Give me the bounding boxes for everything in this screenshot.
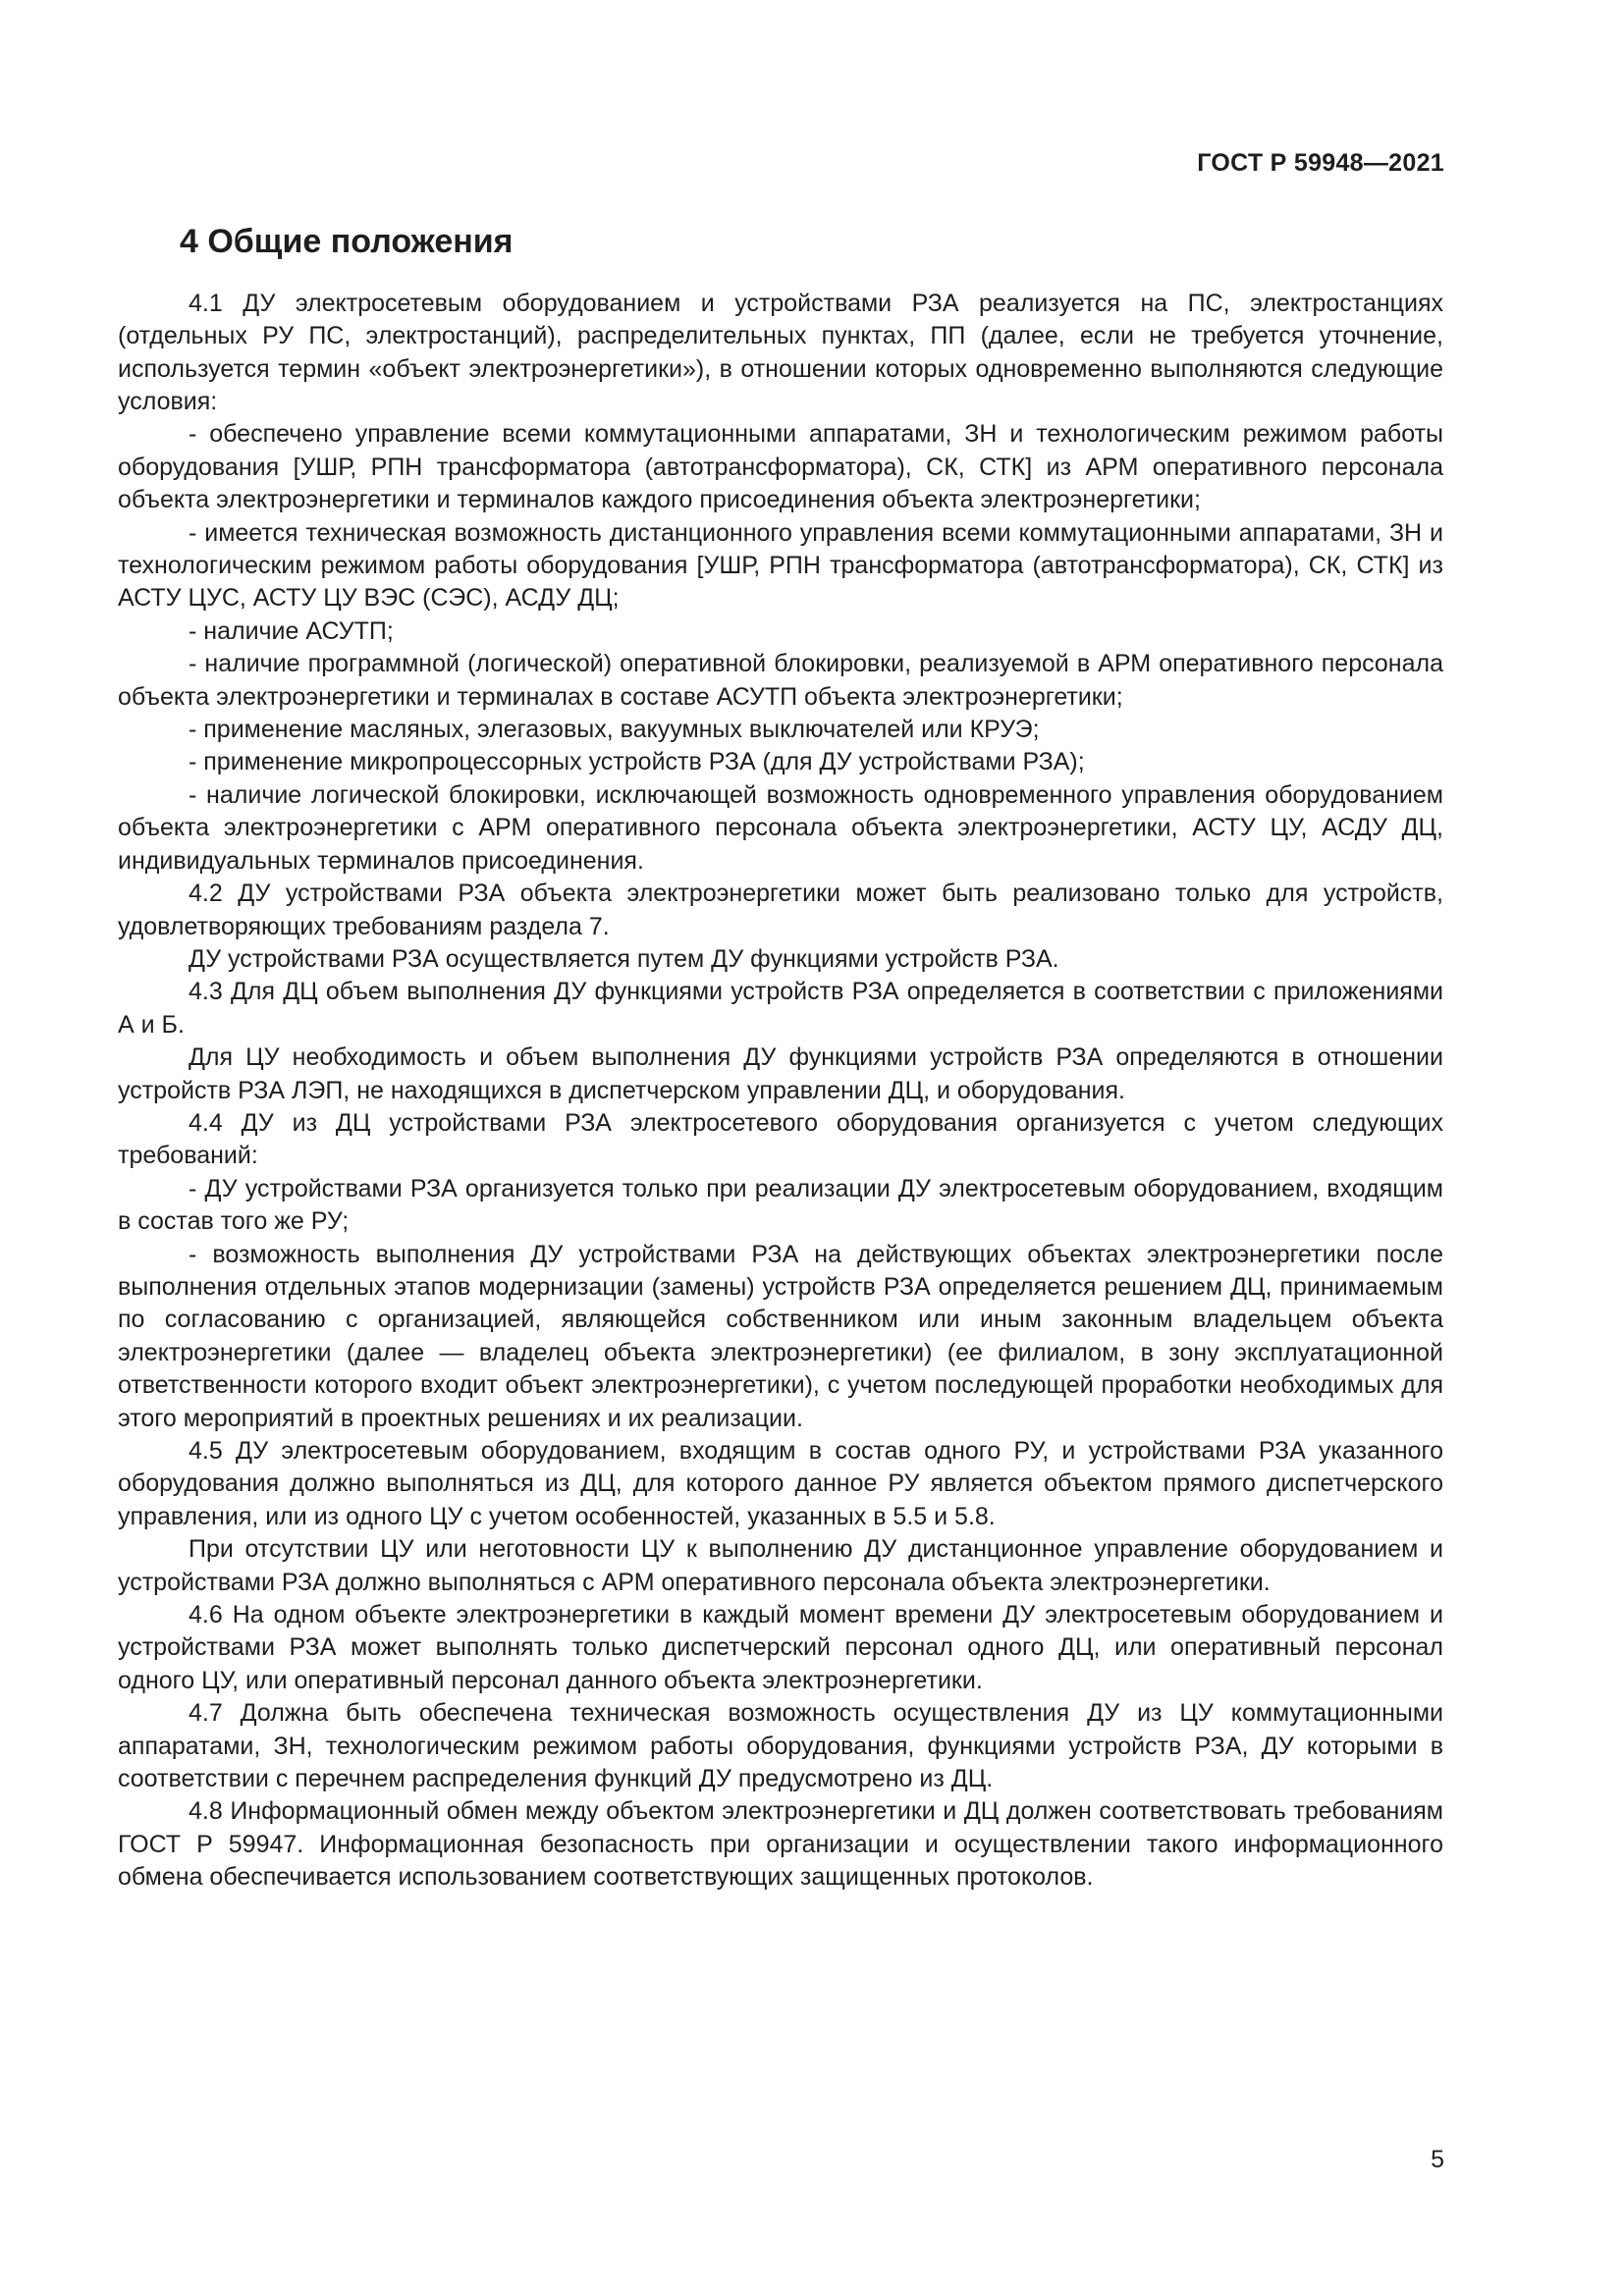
- paragraph-list: [118, 288, 1443, 1895]
- list-item-breakers: - применение масляных, элегазовых, вакуумных выключателей или КРУЭ;: [189, 716, 1040, 744]
- paragraph-4-5: 4.5 ДУ электросетевым оборудованием, входящим в состав одного РУ, и устройствами РЗА указанного оборудования должно выполняться из ДЦ, для которого данное РУ является объектом прямого диспетчерского управления, или из одного ЦУ с учетом особенностей, указанных в 5.5 и 5.8.: [118, 1437, 1443, 1530]
- paragraph-4-2-note: ДУ устройствами РЗА осуществляется путем ДУ функциями устройств РЗА.: [189, 944, 1059, 973]
- section-title: 4 Общие положения: [180, 223, 514, 260]
- list-item-asutp: - наличие АСУТП;: [189, 616, 394, 645]
- list-item-control-arm: - обеспечено управление всеми коммутационными аппаратами, ЗН и технологическим режимом работы оборудования [УШР, РПН трансформатора (автотрансформатора), СК, СТК] из АРМ оперативного персонала объекта электроэнергетики и терминалов каждого присоединения объекта электроэнергетики;: [118, 420, 1443, 514]
- list-item-same-ru: - ДУ устройствами РЗА организуется только при реализации ДУ электросетевым оборудованием, входящим в состав того же РУ;: [118, 1174, 1443, 1236]
- paragraph-4-5-absence: При отсутствии ЦУ или неготовности ЦУ к выполнению ДУ дистанционное управление оборудованием и устройствами РЗА должно выполняться с АРМ оперативного персонала объекта электроэнергетики.: [118, 1535, 1443, 1596]
- paragraph-4-4: 4.4 ДУ из ДЦ устройствами РЗА электросетевого оборудования организуется с учетом следующих требований:: [118, 1108, 1443, 1170]
- paragraph-4-7: 4.7 Должна быть обеспечена техническая возможность осуществления ДУ из ЦУ коммутационными аппаратами, ЗН, технологическим режимом работы оборудования, функциями устройств РЗА, ДУ которыми в соответствии с перечнем распределения функций ДУ предусмотрено из ДЦ.: [118, 1699, 1443, 1793]
- paragraph-4-8: 4.8 Информационный обмен между объектом электроэнергетики и ДЦ должен соответствовать требованиям ГОСТ Р 59947. Информационная безопасность при организации и осуществлении такого информационного обмена обеспечивается использованием соответствующих защищенных протоколов.: [118, 1797, 1443, 1892]
- paragraph-4-3: 4.3 Для ДЦ объем выполнения ДУ функциями устройств РЗА определяется в соответствии с приложениями А и Б.: [118, 978, 1443, 1039]
- list-item-modernization: - возможность выполнения ДУ устройствами РЗА на действующих объектах электроэнергетики после выполнения отдельных этапов модернизации (замены) устройств РЗА определяется решением ДЦ, принимаемым по согласованию с организацией, являющейся собственником или иным законным владельцем объекта электроэнергетики (далее — владелец объекта электроэнергетики) (ее филиалом, в зону эксплуатационной ответственности которого входит объект электроэнергетики), с учетом последующей проработки необходимых для этого мероприятий в проектных решениях и их реализации.: [118, 1240, 1443, 1432]
- paragraph-4-3-cu: Для ЦУ необходимость и объем выполнения ДУ функциями устройств РЗА определяются в отношении устройств РЗА ЛЭП, не находящихся в диспетчерском управлении ДЦ, и оборудования.: [118, 1043, 1443, 1104]
- paragraph-4-1: 4.1 ДУ электросетевым оборудованием и устройствами РЗА реализуется на ПС, электростанциях (отдельных РУ ПС, электростанций), распределительных пунктах, ПП (далее, если не требуется уточнение, используется термин «объект электроэнергетики»), в отношении которых одновременно выполняются следующие условия:: [118, 289, 1443, 416]
- paragraph-4-2: 4.2 ДУ устройствами РЗА объекта электроэнергетики может быть реализовано только для устройств, удовлетворяющих требованиям раздела 7.: [118, 880, 1443, 940]
- page-content: [118, 222, 1443, 1895]
- paragraph-4-6: 4.6 На одном объекте электроэнергетики в каждый момент времени ДУ электросетевым оборудованием и устройствами РЗА может выполнять только диспетчерский персонал одного ДЦ, или оперативный персонал одного ЦУ, или оперативный персонал данного объекта электроэнергетики.: [118, 1601, 1443, 1694]
- list-item-microprocessor: - применение микропроцессорных устройств РЗА (для ДУ устройствами РЗА);: [189, 748, 1085, 776]
- list-item-remote-control: - имеется техническая возможность дистанционного управления всеми коммутационными аппаратами, ЗН и технологическим режимом работы оборудования [УШР, РПН трансформатора (автотрансформатора), СК, СТК] из АСТУ ЦУС, АСТУ ЦУ ВЭС (СЭС), АСДУ ДЦ;: [118, 518, 1443, 613]
- page-number: 5: [1431, 2146, 1444, 2173]
- list-item-program-blocking: - наличие программной (логической) оперативной блокировки, реализуемой в АРМ оперативного персонала объекта электроэнергетики и терминалах в составе АСУТП объекта электроэнергетики;: [118, 650, 1443, 711]
- list-item-logic-blocking: - наличие логической блокировки, исключающей возможность одновременного управления оборудованием объекта электроэнергетики с АРМ оперативного персонала объекта электроэнергетики, АСТУ ЦУ, АСДУ ДЦ, индивидуальных терминалов присоединения.: [118, 780, 1443, 875]
- document-code-header: ГОСТ Р 59948—2021: [1197, 149, 1444, 177]
